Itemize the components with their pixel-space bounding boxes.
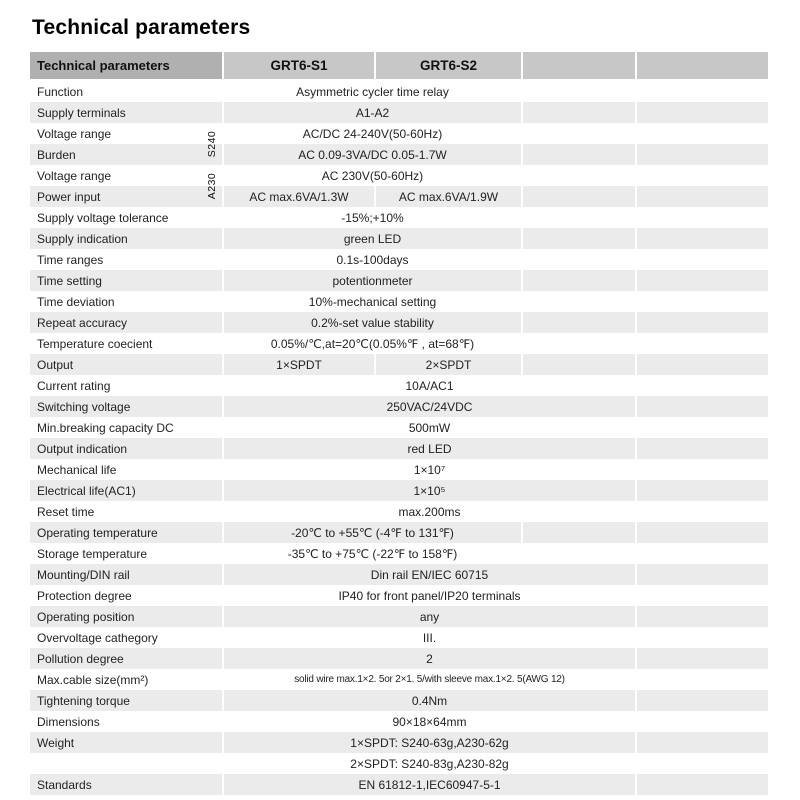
row-value: Asymmetric cycler time relay xyxy=(224,81,521,102)
header-cell-grt6-s1: GRT6-S1 xyxy=(224,52,374,79)
row-value: 90×18×64mm xyxy=(224,711,635,732)
empty-cell xyxy=(637,123,768,144)
row-value: 0.2%-set value stability xyxy=(224,312,521,333)
table-row xyxy=(30,753,770,774)
empty-cell xyxy=(523,522,635,543)
empty-cell xyxy=(637,144,768,165)
empty-cell xyxy=(523,291,635,312)
row-label: Temperature coecient xyxy=(30,333,222,354)
table-row xyxy=(30,81,770,102)
table-row xyxy=(30,270,770,291)
row-label: Output indication xyxy=(30,438,222,459)
table-row xyxy=(30,606,770,627)
row-label: Supply voltage tolerance xyxy=(30,207,222,228)
empty-cell xyxy=(637,585,768,606)
table-row xyxy=(30,543,770,564)
row-value: red LED xyxy=(224,438,635,459)
row-label xyxy=(30,753,222,774)
table-row xyxy=(30,732,770,753)
row-label: Reset time xyxy=(30,501,222,522)
table-row xyxy=(30,438,770,459)
empty-cell xyxy=(637,522,768,543)
row-label: Pollution degree xyxy=(30,648,222,669)
row-label: Mounting/DIN rail xyxy=(30,564,222,585)
table-row xyxy=(30,375,770,396)
row-value: 0.1s-100days xyxy=(224,249,521,270)
table-row xyxy=(30,102,770,123)
table-row xyxy=(30,291,770,312)
table-row xyxy=(30,354,770,375)
row-value: max.200ms xyxy=(224,501,635,522)
row-label: Operating temperature xyxy=(30,522,222,543)
empty-cell xyxy=(637,564,768,585)
row-label: Operating position xyxy=(30,606,222,627)
row-label: Min.breaking capacity DC xyxy=(30,417,222,438)
empty-cell xyxy=(637,501,768,522)
empty-cell xyxy=(523,144,635,165)
row-label: Overvoltage cathegory xyxy=(30,627,222,648)
table-row xyxy=(30,459,770,480)
row-value: AC 230V(50-60Hz) xyxy=(224,165,521,186)
empty-cell xyxy=(637,81,768,102)
row-label: Standards xyxy=(30,774,222,795)
row-value: 1×10⁵ xyxy=(224,480,635,501)
empty-cell xyxy=(637,648,768,669)
table-row xyxy=(30,207,770,228)
table-row xyxy=(30,186,770,207)
empty-cell xyxy=(637,711,768,732)
row-value: AC 0.09-3VA/DC 0.05-1.7W xyxy=(224,144,521,165)
header-cell-grt6-s2: GRT6-S2 xyxy=(376,52,521,79)
row-value: A1-A2 xyxy=(224,102,521,123)
technical-parameters-table xyxy=(30,52,770,795)
row-value: AC/DC 24-240V(50-60Hz) xyxy=(224,123,521,144)
row-label: Time ranges xyxy=(30,249,222,270)
table-header-row xyxy=(30,52,770,79)
row-value: 0.4Nm xyxy=(224,690,635,711)
empty-cell xyxy=(637,207,768,228)
row-value: -15%;+10% xyxy=(224,207,521,228)
empty-cell xyxy=(523,249,635,270)
row-label: Weight xyxy=(30,732,222,753)
empty-cell xyxy=(523,123,635,144)
table-row xyxy=(30,774,770,795)
header-cell-empty-1 xyxy=(523,52,635,79)
empty-cell xyxy=(523,543,635,564)
table-row xyxy=(30,564,770,585)
empty-cell xyxy=(637,312,768,333)
table-row xyxy=(30,144,770,165)
page-title: Technical parameters xyxy=(32,16,251,39)
row-label: Time deviation xyxy=(30,291,222,312)
model-tag-s240: S240 xyxy=(206,130,218,158)
row-label: Max.cable size(mm²) xyxy=(30,669,222,690)
row-value: 2×SPDT: S240-83g,A230-82g xyxy=(224,753,635,774)
row-label: Electrical life(AC1) xyxy=(30,480,222,501)
empty-cell xyxy=(637,459,768,480)
table-row xyxy=(30,312,770,333)
table-row xyxy=(30,396,770,417)
empty-cell xyxy=(637,774,768,795)
row-label: Burden xyxy=(30,144,222,165)
empty-cell xyxy=(637,102,768,123)
row-value: solid wire max.1×2. 5or 2×1. 5/with sleeve max.1×2. 5(AWG 12) xyxy=(224,669,635,690)
table-row xyxy=(30,711,770,732)
table-row xyxy=(30,585,770,606)
empty-cell xyxy=(637,753,768,774)
empty-cell xyxy=(637,354,768,375)
table-row xyxy=(30,522,770,543)
empty-cell xyxy=(523,312,635,333)
row-value: 500mW xyxy=(224,417,635,438)
empty-cell xyxy=(523,165,635,186)
empty-cell xyxy=(637,270,768,291)
empty-cell xyxy=(637,543,768,564)
row-label: Function xyxy=(30,81,222,102)
row-value: 1×SPDT: S240-63g,A230-62g xyxy=(224,732,635,753)
row-value: -35℃ to +75℃ (-22℉ to 158℉) xyxy=(224,543,521,564)
row-value: any xyxy=(224,606,635,627)
row-value: 250VAC/24VDC xyxy=(224,396,635,417)
table-body xyxy=(30,81,770,795)
row-value-s2: 2×SPDT xyxy=(376,354,521,375)
table-row xyxy=(30,417,770,438)
row-value: 1×10⁷ xyxy=(224,459,635,480)
row-label: Power input xyxy=(30,186,222,207)
empty-cell xyxy=(637,228,768,249)
empty-cell xyxy=(637,165,768,186)
row-value: Din rail EN/IEC 60715 xyxy=(224,564,635,585)
empty-cell xyxy=(523,186,635,207)
empty-cell xyxy=(637,249,768,270)
header-cell-empty-2 xyxy=(637,52,768,79)
row-value: green LED xyxy=(224,228,521,249)
empty-cell xyxy=(637,375,768,396)
empty-cell xyxy=(523,270,635,291)
empty-cell xyxy=(637,396,768,417)
table-row xyxy=(30,333,770,354)
table-row xyxy=(30,249,770,270)
model-tag-a230: A230 xyxy=(206,172,218,200)
table-row xyxy=(30,228,770,249)
empty-cell xyxy=(523,333,635,354)
table-row xyxy=(30,480,770,501)
empty-cell xyxy=(637,627,768,648)
row-value: 10A/AC1 xyxy=(224,375,635,396)
row-value: 0.05%/℃,at=20℃(0.05%℉ , at=68℉) xyxy=(224,333,521,354)
empty-cell xyxy=(637,186,768,207)
row-label: Voltage range xyxy=(30,123,222,144)
empty-cell xyxy=(523,228,635,249)
table-row xyxy=(30,627,770,648)
empty-cell xyxy=(637,669,768,690)
row-label: Protection degree xyxy=(30,585,222,606)
row-value: IP40 for front panel/IP20 terminals xyxy=(224,585,635,606)
row-label: Output xyxy=(30,354,222,375)
table-row xyxy=(30,165,770,186)
row-label: Supply terminals xyxy=(30,102,222,123)
table-row xyxy=(30,690,770,711)
row-value: -20℃ to +55℃ (-4℉ to 131℉) xyxy=(224,522,521,543)
empty-cell xyxy=(637,333,768,354)
empty-cell xyxy=(637,291,768,312)
empty-cell xyxy=(637,690,768,711)
row-value: III. xyxy=(224,627,635,648)
empty-cell xyxy=(637,732,768,753)
empty-cell xyxy=(637,438,768,459)
empty-cell xyxy=(523,354,635,375)
row-value-s1: AC max.6VA/1.3W xyxy=(224,186,374,207)
row-label: Storage temperature xyxy=(30,543,222,564)
empty-cell xyxy=(637,606,768,627)
row-label: Switching voltage xyxy=(30,396,222,417)
row-value-s2: AC max.6VA/1.9W xyxy=(376,186,521,207)
empty-cell xyxy=(637,480,768,501)
empty-cell xyxy=(637,417,768,438)
row-label: Tightening torque xyxy=(30,690,222,711)
row-label: Current rating xyxy=(30,375,222,396)
empty-cell xyxy=(523,81,635,102)
row-value: 2 xyxy=(224,648,635,669)
row-value-s1: 1×SPDT xyxy=(224,354,374,375)
empty-cell xyxy=(523,207,635,228)
row-value: potentionmeter xyxy=(224,270,521,291)
row-value: EN 61812-1,IEC60947-5-1 xyxy=(224,774,635,795)
table-row xyxy=(30,648,770,669)
table-row xyxy=(30,123,770,144)
row-label: Dimensions xyxy=(30,711,222,732)
table-row xyxy=(30,501,770,522)
row-label: Supply indication xyxy=(30,228,222,249)
row-label: Voltage range xyxy=(30,165,222,186)
header-cell-parameters: Technical parameters xyxy=(30,52,222,79)
row-value: 10%-mechanical setting xyxy=(224,291,521,312)
row-label: Mechanical life xyxy=(30,459,222,480)
row-label: Repeat accuracy xyxy=(30,312,222,333)
table-row xyxy=(30,669,770,690)
row-label: Time setting xyxy=(30,270,222,291)
empty-cell xyxy=(523,102,635,123)
